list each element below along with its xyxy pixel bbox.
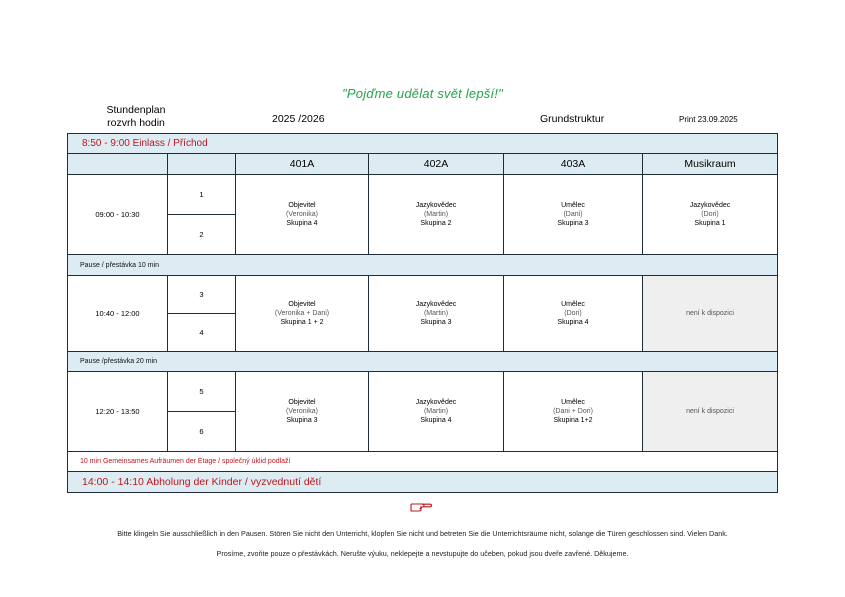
room-403a: 403A [504,154,643,175]
pickup-row [68,472,778,493]
teacher: (Martin) [423,310,449,317]
lesson-cell [236,175,369,255]
lesson-number: 1 [168,175,236,215]
block-3-row-a [68,372,778,412]
room-musikraum: Musikraum [643,154,778,175]
block-2-row-a [68,276,778,314]
group: Skupina 4 [557,319,589,326]
cleanup-text: 10 min Gemeinsames Aufräumen der Etage / společný úklid podlaží [68,452,778,472]
subject: Jazykovědec [415,399,457,406]
group: Skupina 2 [420,220,452,227]
pause-row [68,352,778,372]
block-1-row-a [68,175,778,215]
room-401a: 401A [236,154,369,175]
rooms-header-row [68,154,778,175]
subject: Umělec [561,202,585,209]
plan-title [86,104,186,130]
lesson-number: 3 [168,276,236,314]
plan-title-de: Stundenplan [106,104,166,116]
lesson-cell [643,175,778,255]
group: Skupina 1 + 2 [280,319,324,326]
pickup-text: 14:00 - 14:10 Abholung der Kinder / vyzvednutí dětí [68,472,778,493]
block-time: 09:00 - 10:30 [68,175,168,255]
block-time: 10:40 - 12:00 [68,276,168,352]
structure-label: Grundstruktur [540,113,605,125]
arrival-text: 8:50 - 9:00 Einlass / Příchod [68,134,778,154]
header-empty [168,154,236,175]
teacher: (Dani + Dori) [553,408,593,415]
lesson-number: 5 [168,372,236,412]
subject: Umělec [561,301,585,308]
lesson-cell [504,276,643,352]
teacher: (Dani) [563,211,583,218]
group: Skupina 3 [557,220,589,227]
group: Skupina 1 [694,220,726,227]
lesson-cell [504,372,643,452]
lesson-number: 2 [168,215,236,255]
group: Skupina 3 [420,319,452,326]
arrival-row [68,134,778,154]
teacher: (Veronika) [286,211,318,218]
lesson-cell [236,372,369,452]
pause-row [68,255,778,276]
subject: Objevitel [288,301,316,308]
room-402a: 402A [369,154,504,175]
group: Skupina 4 [286,220,318,227]
teacher: (Dori) [564,310,582,317]
subject: Jazykovědec [689,202,731,209]
subject: Objevitel [288,202,316,209]
print-date: Print 23.09.2025 [679,115,738,124]
footer-note-de: Bitte klingeln Sie ausschließlich in den Pausen. Stören Sie nicht den Unterricht, klopfen Sie nicht und betreten Sie die Unterrichtsräume nicht, solange die Türen geschlossen sind. Vielen Dank. [117,529,728,538]
teacher: (Martin) [423,211,449,218]
timetable [67,133,778,493]
subject: Umělec [561,399,585,406]
pause-text: Pause /přestávka 20 min [68,352,778,372]
block-time: 12:20 - 13:50 [68,372,168,452]
teacher: (Martin) [423,408,449,415]
group: Skupina 3 [286,417,318,424]
lesson-cell [369,372,504,452]
teacher: (Veronika + Dani) [274,310,330,317]
subject: Jazykovědec [415,202,457,209]
lesson-number: 6 [168,412,236,452]
unavailable-cell: není k dispozici [643,372,778,452]
pointing-hand-icon [409,500,433,514]
school-year: 2025 /2026 [272,113,325,125]
group: Skupina 4 [420,417,452,424]
cleanup-row [68,452,778,472]
plan-title-cs: rozvrh hodin [107,117,165,129]
teacher: (Dori) [701,211,719,218]
lesson-cell [369,175,504,255]
subject: Jazykovědec [415,301,457,308]
lesson-cell [504,175,643,255]
lesson-cell [369,276,504,352]
subject: Objevitel [288,399,316,406]
lesson-number: 4 [168,314,236,352]
teacher: (Veronika) [286,408,318,415]
header-empty [68,154,168,175]
unavailable-cell: není k dispozici [643,276,778,352]
motto: "Pojďme udělat svět lepší!" [342,86,503,101]
footer-note-cs: Prosíme, zvoňte pouze o přestávkách. Nerušte výuku, neklepejte a nevstupujte do učeben, pokud jsou dveře zavřené. Děkujeme. [216,549,629,558]
pause-text: Pause / přestávka 10 min [68,255,778,276]
lesson-cell [236,276,369,352]
group: Skupina 1+2 [553,417,593,424]
